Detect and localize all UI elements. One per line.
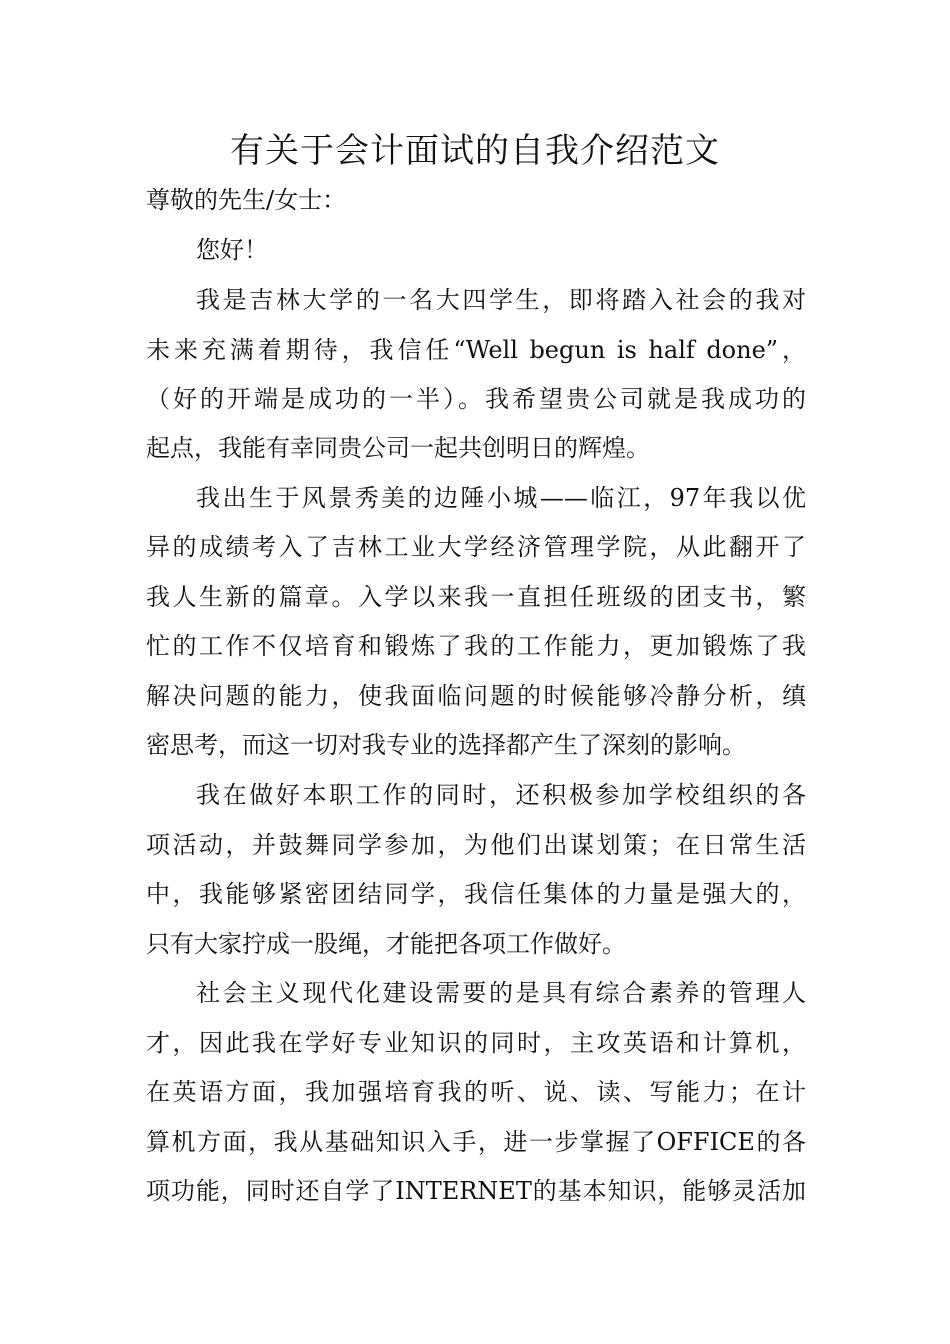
paragraph-1-line-1: 我是吉林大学的一名大四学生，即将踏入社会的我对 — [196, 286, 806, 314]
salutation: 尊敬的先生/女士： — [146, 186, 347, 214]
paragraph-2-line-2: 异的成绩考入了吉林工业大学经济管理学院，从此翻开了 — [146, 533, 806, 561]
paragraph-2-line-5: 解决问题的能力，使我面临问题的时候能够冷静分析，缜 — [146, 682, 806, 710]
paragraph-4-line-5: 项功能，同时还自学了INTERNET的基本知识，能够灵活加 — [146, 1177, 806, 1205]
document-title: 有关于会计面试的自我介绍范文 — [230, 131, 720, 171]
paragraph-1-line-4: 起点，我能有幸同贵公司一起共创明日的辉煌。 — [146, 434, 650, 462]
paragraph-3-line-4: 只有大家拧成一股绳，才能把各项工作做好。 — [146, 930, 626, 958]
paragraph-2-line-3: 我人生新的篇章。入学以来我一直担任班级的团支书，繁 — [146, 583, 806, 611]
paragraph-4-line-3: 在英语方面，我加强培育我的听、说、读、写能力；在计 — [146, 1078, 806, 1106]
paragraph-1-line-2: 未来充满着期待，我信任“Well begun is half done”， — [146, 336, 806, 364]
paragraph-4-line-1: 社会主义现代化建设需要的是具有综合素养的管理人 — [196, 979, 806, 1007]
paragraph-3-line-2: 项活动，并鼓舞同学参加，为他们出谋划策；在日常生活 — [146, 831, 806, 859]
paragraph-2-line-1: 我出生于风景秀美的边陲小城——临江，97年我以优 — [196, 484, 806, 512]
paragraph-3-line-3: 中，我能够紧密团结同学，我信任集体的力量是强大的， — [146, 880, 806, 908]
paragraph-4-line-2: 才，因此我在学好专业知识的同时，主攻英语和计算机， — [146, 1029, 806, 1057]
greeting: 您好！ — [196, 236, 268, 264]
paragraph-1-line-3: （好的开端是成功的一半）。我希望贵公司就是我成功的 — [146, 385, 806, 413]
paragraph-4-line-4: 算机方面，我从基础知识入手，进一步掌握了OFFICE的各 — [146, 1128, 806, 1156]
paragraph-2-line-6: 密思考，而这一切对我专业的选择都产生了深刻的影响。 — [146, 731, 746, 759]
paragraph-2-line-4: 忙的工作不仅培育和锻炼了我的工作能力，更加锻炼了我 — [146, 632, 806, 660]
paragraph-3-line-1: 我在做好本职工作的同时，还积极参加学校组织的各 — [196, 781, 806, 809]
